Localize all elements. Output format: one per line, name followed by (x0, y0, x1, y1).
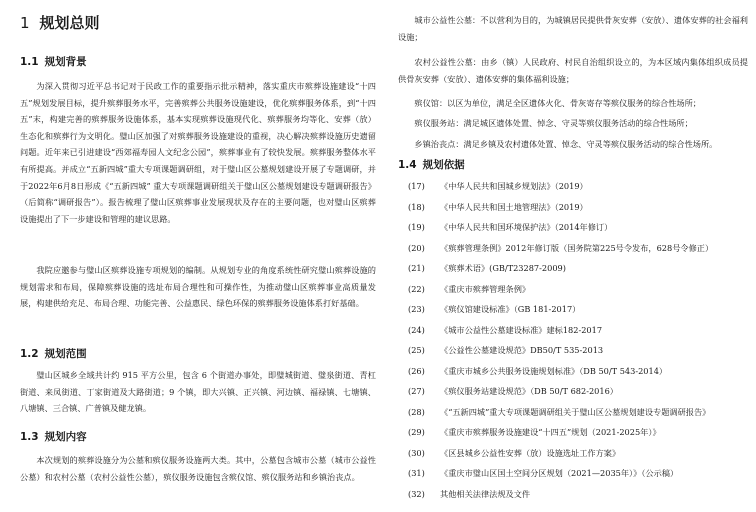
reference-item: (20) 《殡葬管理条例》2012年修订版（国务院第225号令发布，628号令修正） (408, 242, 714, 253)
reference-item: (17) 《中华人民共和国城乡规划法》（2019） (408, 181, 588, 191)
definition-township-site: 乡镇治丧点：满足乡镇及农村遗体处置、悼念、守灵等殡仪服务活动的综合性场所。 (414, 139, 718, 149)
reference-item: (32) 其他相关法律法规及文件 (408, 488, 531, 499)
section-heading-content: 1.3 规划内容 (20, 431, 87, 443)
reference-item: (22) 《重庆市殡葬管理条例》 (408, 283, 531, 294)
section-heading-scope: 1.2 规划范围 (20, 348, 87, 360)
chapter-number: 1 (20, 14, 30, 32)
reference-item: (31) 《重庆市璧山区国土空间分区规划（2021—2035年）》（公示稿） (408, 468, 679, 478)
reference-item: (29) 《重庆市殡葬服务设施建设“十四五”规划（2021-2025年）》 (408, 427, 661, 437)
reference-item: (23) 《殡仪馆建设标准》（GB 181-2017） (408, 304, 581, 314)
reference-item: (26) 《重庆市城乡公共服务设施规划标准》（DB 50/T 543-2014） (408, 365, 668, 376)
reference-item: (25) 《公益性公墓建设规范》DB50/T 535-2013 (408, 345, 604, 355)
paragraph-background-1: 为深入贯彻习近平总书记对于民政工作的重要指示批示精神，落实重庆市殡葬设施建设“十四五”规划发展目标，提升殡葬服务水平，完善殡葬公共服务设施建设，优化殡葬服务体系，到“十四五”末，构建完善的殡葬服务设施体系，基本实现殡葬设施现代化、殡葬服务均等化、安葬（放）生态化和殡葬行为文明化。璧山区加强了对殡葬服务设施建设的重视，决心解决殡葬设施历史遗留问题。近年来已引进建设“西郊福寿园人文纪念公园”，殡葬事业有了较快发展。殡葬服务整体水平有所提高。并成立“五新四城”重大专项课题调研组，对于璧山区公墓规划建设开展了专题调研，并于2022年6月8日形成《“五新四城” 重大专项课题调研组关于璧山区公墓规划建设专题调研报告》（后简称“调研报告”）。报告梳理了璧山区殡葬事业发展现状及存在的主要问题，也对璧山区殡葬设施提出了下一步建设和管理的建议思路。 (20, 81, 376, 224)
chapter-heading (20, 12, 100, 33)
reference-item: (24) 《城市公益性公墓建设标准》建标182-2017 (408, 324, 603, 335)
reference-item: (28) 《“五新四城”重大专项课题调研组关于璧山区公墓规划建设专题调研报告》 (408, 406, 711, 417)
paragraph-background-2: 我院应邀参与璧山区殡葬设施专项规划的编制。从规划专业的角度系统性研究璧山殡葬设施的规划需求和布局，保障殡葬设施的选址布局合理性和可操作性，为推动璧山区殡葬事业高质量发展，构建供给充足、布局合理、功能完善、公益惠民、绿色环保的殡葬服务设施体系打好基础。 (20, 265, 376, 309)
reference-item: (18) 《中华人民共和国土地管理法》（2019） (408, 201, 588, 212)
reference-item: (30) 《区县城乡公益性安葬（放）设施选址工作方案》 (408, 447, 621, 458)
reference-item: (21) 《殡葬术语》(GB/T23287-2009) (408, 263, 566, 273)
paragraph-content: 本次规划的殡葬设施分为公墓和殡仪服务设施两大类。其中，公墓包含城市公墓（城市公益性公墓）和农村公墓（农村公益性公墓），殡仪服务设施包含殡仪馆、殡仪服务站和乡镇治丧点。 (20, 455, 376, 482)
definition-funeral-station: 殡仪服务站：满足城区遗体处置、悼念、守灵等殡仪服务活动的综合性场所； (414, 118, 693, 128)
definition-rural-cemetery: 农村公益性公墓：由乡（镇）人民政府、村民自治组织设立的，为本区域内集体组织成员提供骨灰安葬（安放）、遗体安葬的集体福利设施； (398, 57, 748, 84)
paragraph-scope: 璧山区城乡全域共计约 915 平方公里，包含 6 个街道办事处，即璧城街道、璧泉街道、青杠街道、来凤街道、丁家街道及大路街道；9 个镇，即大兴镇、正兴镇、河边镇、福禄镇、七塘镇、八塘镇、三合镇、广普镇及健龙镇。 (20, 370, 376, 414)
section-heading-background: 1.1 规划背景 (20, 56, 87, 68)
section-heading-basis: 1.4 规划依据 (398, 159, 465, 171)
reference-list (398, 176, 748, 504)
reference-item: (27) 《殡仪服务站建设规范》（DB 50/T 682-2016） (408, 386, 618, 396)
definition-funeral-home: 殡仪馆：以区为单位，满足全区遗体火化、骨灰寄存等殡仪服务的综合性场所； (414, 98, 701, 108)
chapter-title: 规划总则 (39, 14, 100, 32)
definition-urban-cemetery: 城市公益性公墓：不以营利为目的，为城镇居民提供骨灰安葬（安放）、遗体安葬的社会福利设施； (398, 15, 748, 42)
reference-item: (19) 《中华人民共和国环境保护法》（2014年修订） (408, 222, 613, 232)
